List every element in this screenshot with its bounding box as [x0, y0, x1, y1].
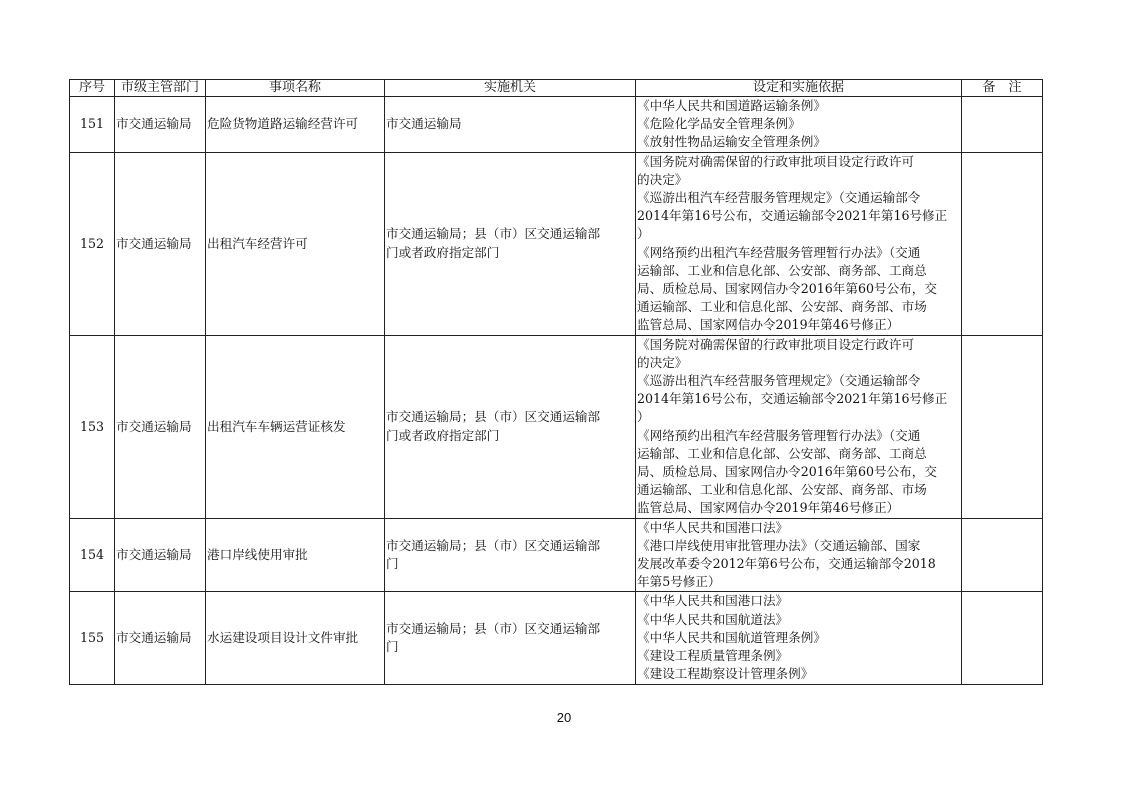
table-row [70, 518, 1043, 592]
basis-line: 《巡游出租汽车经营服务管理规定》（交通运输部令 [637, 373, 921, 389]
header-basis: 设定和实施依据 [636, 80, 962, 97]
basis-line: 监管总局、国家网信办令2019年第46号修正） [637, 317, 900, 333]
basis-line: 的决定》 [637, 354, 688, 370]
basis-line: 《危险化学品安全管理条例》 [637, 116, 801, 132]
table-row [70, 592, 1043, 684]
header-department: 市级主管部门 [115, 80, 206, 97]
cell-basis [636, 592, 962, 684]
agency-line: 市交通运输局；县（市）区交通运输部 [386, 409, 601, 425]
basis-line: 局、质检总局、国家网信办令2016年第60号公布，交 [637, 281, 937, 297]
cell-agency [385, 335, 636, 518]
agency-line: 门或者政府指定部门 [386, 244, 500, 260]
header-serial-number: 序号 [70, 80, 115, 97]
basis-line: 的决定》 [637, 171, 688, 187]
header-agency: 实施机关 [385, 80, 636, 97]
agency-line: 门 [386, 556, 399, 572]
cell-basis [636, 518, 962, 592]
basis-line: 《巡游出租汽车经营服务管理规定》（交通运输部令 [637, 190, 921, 206]
cell-department: 市交通运输局 [115, 592, 206, 684]
basis-line: 运输部、工业和信息化部、公安部、商务部、工商总 [637, 262, 927, 278]
cell-item-name: 危险货物道路运输经营许可 [206, 97, 385, 153]
cell-item-name: 出租汽车车辆运营证核发 [206, 335, 385, 518]
basis-line: 《国务院对确需保留的行政审批项目设定行政许可 [637, 153, 915, 169]
cell-agency [385, 518, 636, 592]
basis-line: ） [637, 409, 650, 425]
cell-agency [385, 152, 636, 335]
agency-line: 门 [386, 638, 399, 654]
page-number: 20 [556, 710, 572, 725]
cell-basis [636, 335, 962, 518]
cell-basis [636, 152, 962, 335]
agency-line: 门或者政府指定部门 [386, 427, 500, 443]
agency-line: 市交通运输局；县（市）区交通运输部 [386, 620, 601, 636]
cell-remark [962, 335, 1043, 518]
cell-remark [962, 518, 1043, 592]
basis-line: 运输部、工业和信息化部、公安部、商务部、工商总 [637, 445, 927, 461]
cell-department: 市交通运输局 [115, 97, 206, 153]
cell-remark [962, 152, 1043, 335]
cell-remark [962, 97, 1043, 153]
cell-basis [636, 97, 962, 153]
cell-item-name: 出租汽车经营许可 [206, 152, 385, 335]
cell-serial-number: 154 [70, 518, 115, 592]
basis-line: 《建设工程勘察设计管理条例》 [637, 666, 814, 682]
table-row [70, 152, 1043, 335]
cell-serial-number: 155 [70, 592, 115, 684]
table-row [70, 335, 1043, 518]
basis-line: 年第5号修正） [637, 574, 721, 590]
table-row [70, 97, 1043, 153]
cell-item-name: 港口岸线使用审批 [206, 518, 385, 592]
basis-line: 《网络预约出租汽车经营服务管理暂行办法》（交通 [637, 244, 921, 260]
basis-line: 《中华人民共和国道路运输条例》 [637, 98, 826, 113]
basis-line: 《中华人民共和国港口法》 [637, 593, 789, 609]
cell-agency [385, 592, 636, 684]
cell-department: 市交通运输局 [115, 152, 206, 335]
basis-line: 《建设工程质量管理条例》 [637, 648, 789, 664]
cell-serial-number: 152 [70, 152, 115, 335]
basis-line: 通运输部、工业和信息化部、公安部、商务部、市场 [637, 482, 927, 498]
regulation-table [69, 79, 1043, 685]
basis-line: ） [637, 226, 650, 242]
basis-line: 2014年第16号公布，交通运输部令2021年第16号修正 [637, 391, 948, 407]
agency-line: 市交通运输局；县（市）区交通运输部 [386, 537, 601, 553]
cell-department: 市交通运输局 [115, 335, 206, 518]
cell-item-name: 水运建设项目设计文件审批 [206, 592, 385, 684]
basis-line: 《中华人民共和国航道法》 [637, 611, 789, 627]
cell-department: 市交通运输局 [115, 518, 206, 592]
agency-line: 市交通运输局 [386, 116, 462, 132]
agency-line: 市交通运输局；县（市）区交通运输部 [386, 226, 601, 242]
cell-serial-number: 151 [70, 97, 115, 153]
basis-line: 发展改革委令2012年第6号公布，交通运输部令2018 [637, 556, 936, 572]
cell-agency [385, 97, 636, 153]
basis-line: 局、质检总局、国家网信办令2016年第60号公布，交 [637, 464, 937, 480]
basis-line: 监管总局、国家网信办令2019年第46号修正） [637, 500, 900, 516]
basis-line: 《中华人民共和国航道管理条例》 [637, 629, 826, 645]
cell-remark [962, 592, 1043, 684]
table-body [70, 97, 1043, 685]
cell-serial-number: 153 [70, 335, 115, 518]
basis-line: 《放射性物品运输安全管理条例》 [637, 134, 826, 150]
header-item-name: 事项名称 [206, 80, 385, 97]
basis-line: 《中华人民共和国港口法》 [637, 519, 789, 535]
basis-line: 2014年第16号公布，交通运输部令2021年第16号修正 [637, 208, 948, 224]
header-remark: 备 注 [962, 80, 1043, 97]
basis-line: 《网络预约出租汽车经营服务管理暂行办法》（交通 [637, 427, 921, 443]
basis-line: 《国务院对确需保留的行政审批项目设定行政许可 [637, 336, 915, 352]
table-header-row [70, 80, 1043, 97]
basis-line: 《港口岸线使用审批管理办法》（交通运输部、国家 [637, 537, 921, 553]
basis-line: 通运输部、工业和信息化部、公安部、商务部、市场 [637, 299, 927, 315]
